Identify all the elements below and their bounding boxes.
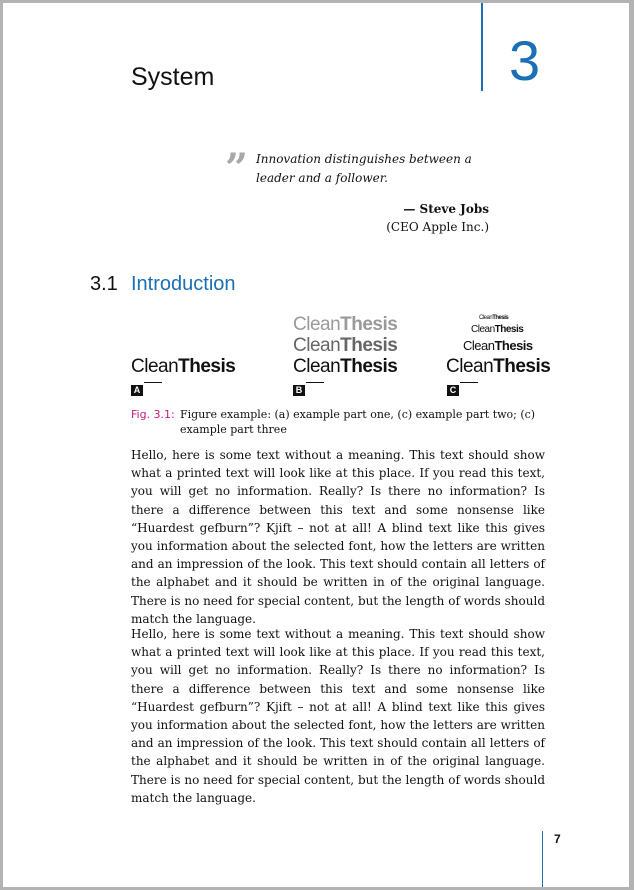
subfigure-c-logo-l: CleanThesis	[446, 356, 551, 377]
section-number: 3.1	[90, 273, 118, 295]
subfigure-a-label: A	[131, 385, 143, 396]
body-paragraph: Hello, here is some text without a meaning. This text should show what a printed text will look like at this place. If you read this text, you will get no information. Really? Is there no information? Is there a difference between this text and some nonsense like “Huardest gefburn”? Kjift – not at all! A blind text like this gives you information about the selected font, how the letters are written and an impression of the look. This text should contain all letters of the alphabet and it should be written in of the original language. There is no need for special content, but the length of words should match the language.	[131, 627, 545, 805]
document-page	[3, 3, 629, 887]
subfigure-b-logo-dark: CleanThesis	[293, 356, 398, 377]
epigraph-role: (CEO Apple Inc.)	[386, 220, 489, 234]
subfigure-c-label: C	[447, 385, 459, 396]
figure-label: Fig. 3.1:	[131, 408, 175, 421]
subfigure-b-logo-light: CleanThesis	[293, 314, 398, 335]
footer-rule	[542, 831, 543, 887]
epigraph-text: Innovation distinguishes between a leader and a follower.	[256, 152, 472, 185]
body-paragraph: Hello, here is some text without a meaning. This text should show what a printed text will look like at this place. If you read this text, you will get no information. Really? Is there no information? Is there a difference between this text and some nonsense like “Huardest gefburn”? Kjift – not at all! A blind text like this gives you information about the selected font, how the letters are written and an impression of the look. This text should contain all letters of the alphabet and it should be written in of the original language. There is no need for special content, but the length of words should match the language.	[131, 448, 545, 626]
subfigure-a-logo: CleanThesis	[131, 356, 236, 377]
subfigure-b-tail	[306, 382, 324, 383]
subfigure-c-tail	[460, 382, 478, 383]
subfigure-b-logo-mid: CleanThesis	[293, 335, 398, 356]
quote-mark-icon: ”	[225, 145, 249, 192]
section-title: Introduction	[131, 273, 236, 295]
figure-caption: Figure example: (a) example part one, (c) example part two; (c) example part three	[180, 408, 536, 436]
subfigure-c-logo-xs: CleanThesis	[479, 315, 509, 321]
chapter-number: 3	[509, 29, 541, 92]
subfigure-a-tail	[144, 382, 162, 383]
subfigure-c-logo-m: CleanThesis	[463, 338, 533, 353]
page-number: 7	[554, 832, 561, 846]
subfigure-c-logo-s: CleanThesis	[471, 324, 524, 335]
epigraph-author: — Steve Jobs	[403, 202, 489, 216]
chapter-rule	[481, 3, 483, 91]
chapter-title: System	[131, 63, 215, 91]
subfigure-b-label: B	[293, 385, 305, 396]
